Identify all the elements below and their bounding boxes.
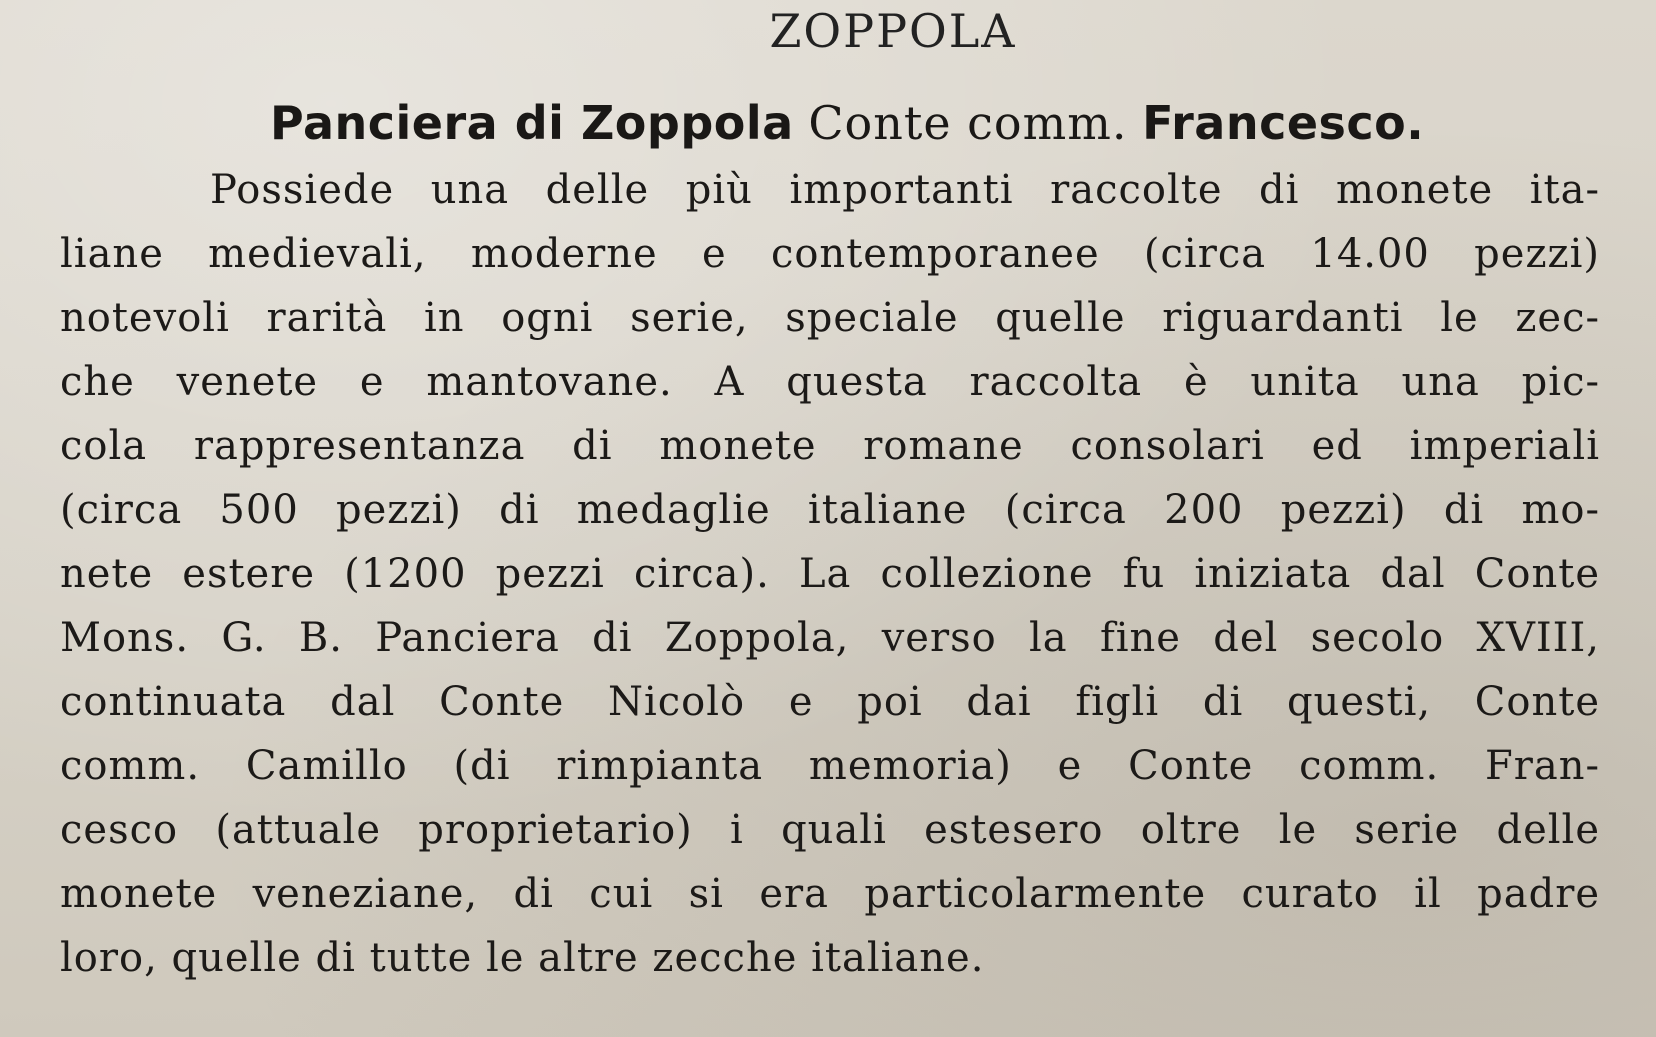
entry-title: Conte comm.: [808, 96, 1128, 150]
body-line: Possiede una delle più importanti raccolte di monete ita-: [210, 167, 1600, 213]
entry-surname: Panciera di Zoppola: [270, 96, 794, 150]
body-line: notevoli rarità in ogni serie, speciale quelle riguardanti le zec-: [60, 295, 1600, 341]
entry-body: [60, 158, 1600, 990]
body-line: che venete e mantovane. A questa raccolta è unita una pic-: [60, 359, 1600, 405]
body-line: continuata dal Conte Nicolò e poi dai figli di questi, Conte: [60, 679, 1600, 725]
body-line: cola rappresentanza di monete romane consolari ed imperiali: [60, 423, 1600, 469]
body-line: loro, quelle di tutte le altre zecche italiane.: [60, 935, 985, 981]
body-line: comm. Camillo (di rimpianta memoria) e Conte comm. Fran-: [60, 743, 1600, 789]
body-line: liane medievali, moderne e contemporanee (circa 14.00 pezzi): [60, 231, 1600, 277]
entry-given-name: Francesco.: [1142, 96, 1425, 150]
body-line: monete veneziane, di cui si era particolarmente curato il padre: [60, 871, 1600, 917]
body-line: cesco (attuale proprietario) i quali estesero oltre le serie delle: [60, 807, 1600, 853]
body-line: Mons. G. B. Panciera di Zoppola, verso la fine del secolo XVIII,: [60, 615, 1600, 661]
body-line: nete estere (1200 pezzi circa). La collezione fu iniziata dal Conte: [60, 551, 1600, 597]
section-heading: ZOPPOLA: [769, 4, 1017, 58]
body-line: (circa 500 pezzi) di medaglie italiane (circa 200 pezzi) di mo-: [60, 487, 1600, 533]
entry-header: [270, 96, 1424, 150]
